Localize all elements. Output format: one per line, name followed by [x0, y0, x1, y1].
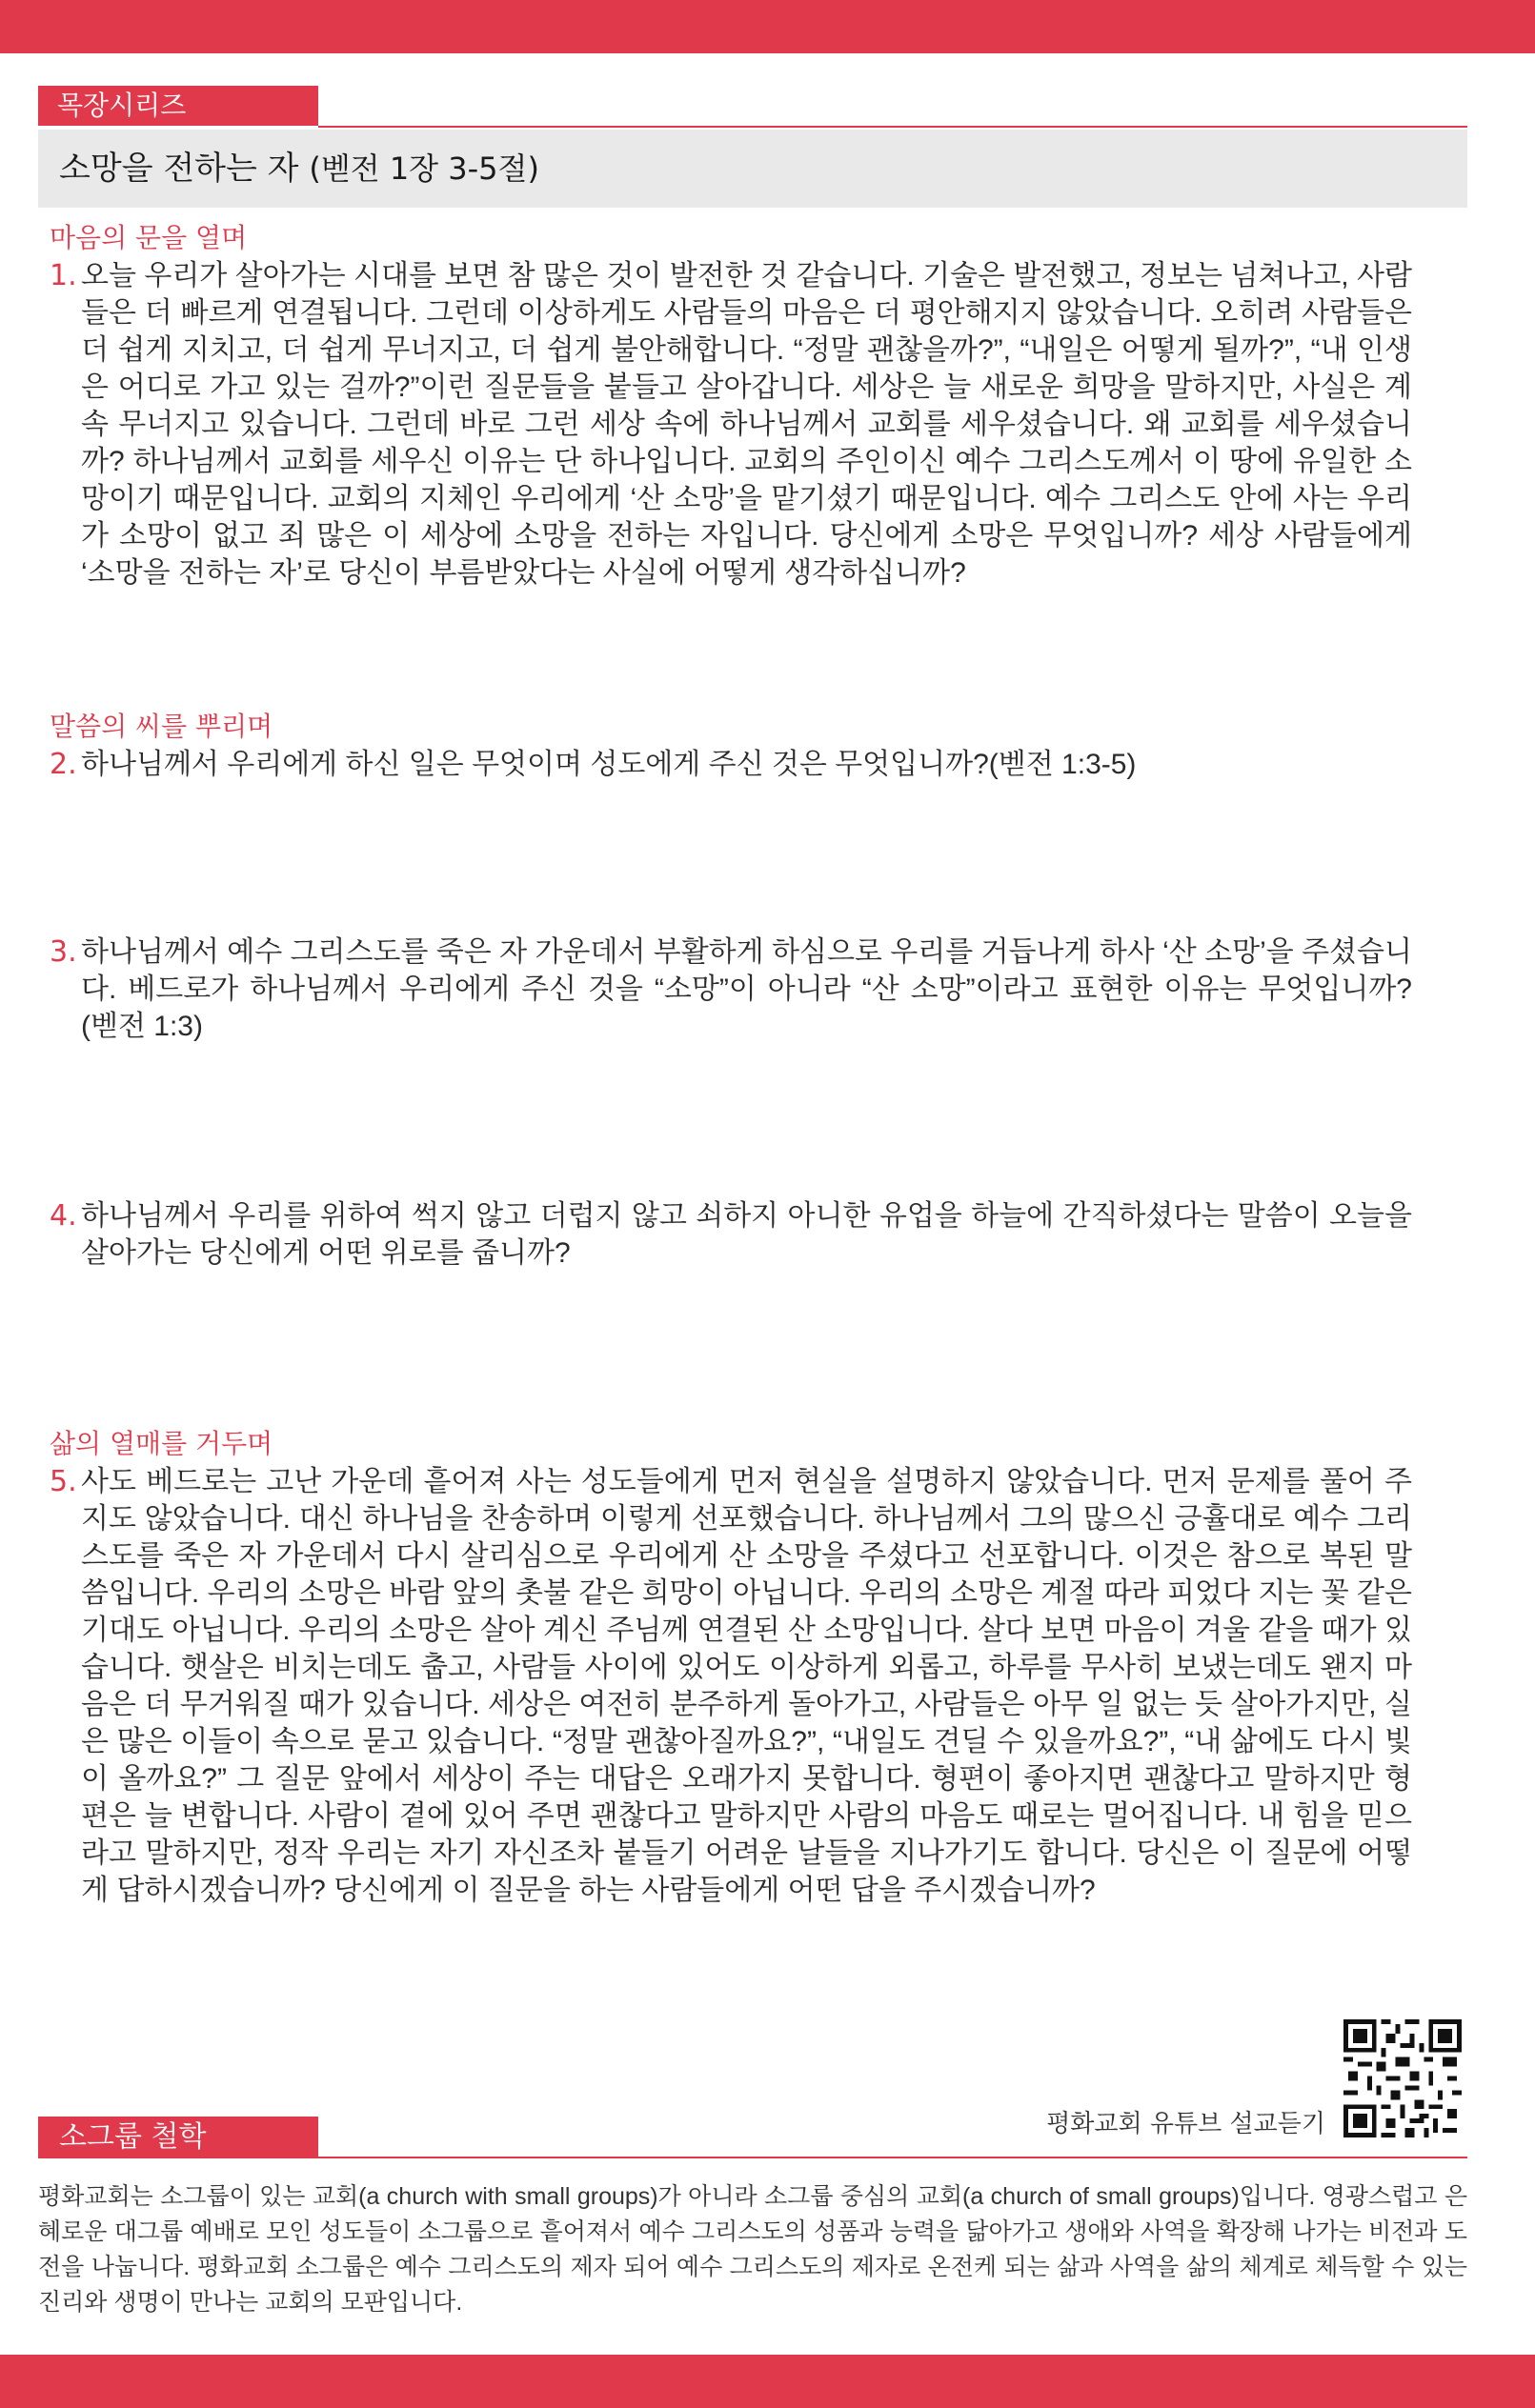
- question-text: 하나님께서 예수 그리스도를 죽은 자 가운데서 부활하게 하심으로 우리를 거듭나게 하사 ‘산 소망’을 주셨습니다. 베드로가 하나님께서 우리에게 주신 것을 “소망”이 아니라 “산 소망”이라고 표현한 이유는 무엇입니까? (벧전 1:3): [81, 936, 1412, 1042]
- question-1: [50, 257, 1412, 592]
- scripture-reference: (벧전 1장 3-5절): [309, 150, 539, 187]
- question-number: 1.: [50, 259, 77, 292]
- series-label: 목장시리즈: [57, 90, 187, 121]
- question-3: [50, 933, 1412, 1045]
- question-text: 하나님께서 우리를 위하여 썩지 않고 더럽지 않고 쇠하지 아니한 유업을 하늘에 간직하셨다는 말씀이 오늘을 살아가는 당신에게 어떤 위로를 줍니까?: [81, 1200, 1412, 1269]
- question-2: [50, 746, 1412, 783]
- title-box: [38, 130, 1467, 208]
- bottom-accent-bar: [0, 2355, 1535, 2408]
- qr-caption: 평화교회 유튜브 설교듣기: [1046, 2110, 1325, 2138]
- small-group-philosophy: 평화교회는 소그룹이 있는 교회(a church with small groups)가 아니라 소그룹 중심의 교회(a church of small groups)입니다. 영광스럽고 은혜로운 대그룹 예배로 모인 성도들이 소그룹으로 흩어져서 예수 그리스도의 성품과 능력을 닮아가고 생애와 사역을 확장해 나가는 비전과 도전을 나눕니다. 평화교회 소그룹은 예수 그리스도의 제자 되어 예수 그리스도의 제자로 온전케 되는 삶과 사역을 삶의 체계로 체득할 수 있는 진리와 생명이 만나는 교회의 모판입니다.: [38, 2183, 1467, 2316]
- page-title: 소망을 전하는 자: [59, 150, 299, 188]
- question-number: 2.: [50, 748, 77, 781]
- qr-code-icon[interactable]: [1343, 2019, 1462, 2137]
- small-group-rule: [318, 2157, 1467, 2158]
- top-accent-bar: [0, 0, 1535, 53]
- section-heading-word: 말씀의 씨를 뿌리며: [50, 711, 273, 742]
- question-number: 3.: [50, 935, 77, 969]
- question-text: 오늘 우리가 살아가는 시대를 보면 참 많은 것이 발전한 것 같습니다. 기술은 발전했고, 정보는 넘쳐나고, 사람들은 더 빠르게 연결됩니다. 그런데 이상하게도 사람들의 마음은 더 평안해지지 않았습니다. 오히려 사람들은 더 쉽게 지치고, 더 쉽게 무너지고, 더 쉽게 불안해합니다. “정말 괜찮을까?”, “내일은 어떻게 될까?”, “내 인생은 어디로 가고 있는 걸까?”이런 질문들을 붙들고 살아갑니다. 세상은 늘 새로운 희망을 말하지만, 사실은 계속 무너지고 있습니다. 그런데 바로 그런 세상 속에 하나님께서 교회를 세우셨습니다. 왜 교회를 세우셨습니까? 하나님께서 교회를 세우신 이유는 단 하나입니다. 교회의 주인이신 예수 그리스도께서 이 땅에 유일한 소망이기 때문입니다. 교회의 지체인 우리에게 ‘산 소망’을 맡기셨기 때문입니다. 예수 그리스도 안에 사는 우리가 소망이 없고 죄 많은 이 세상에 소망을 전하는 자입니다. 당신에게 소망은 무엇입니까? 세상 사람들에게 ‘소망을 전하는 자’로 당신이 부름받았다는 사실에 어떻게 생각하십니까?: [81, 260, 1412, 589]
- question-4: [50, 1197, 1412, 1272]
- series-tag: [38, 86, 318, 126]
- section-heading-opening: 마음의 문을 열며: [50, 222, 248, 253]
- question-number: 4.: [50, 1199, 77, 1233]
- series-rule: [318, 126, 1467, 128]
- section-heading-fruit: 삶의 열매를 거두며: [50, 1428, 273, 1459]
- question-5: [50, 1463, 1412, 1909]
- question-number: 5.: [50, 1465, 77, 1498]
- question-text: 사도 베드로는 고난 가운데 흩어져 사는 성도들에게 먼저 현실을 설명하지 않았습니다. 먼저 문제를 풀어 주지도 않았습니다. 대신 하나님을 찬송하며 이렇게 선포했습니다. 하나님께서 그의 많으신 긍휼대로 예수 그리스도를 죽은 자 가운데서 다시 살리심으로 우리에게 산 소망을 주셨다고 선포합니다. 이것은 참으로 복된 말씀입니다. 우리의 소망은 바람 앞의 촛불 같은 희망이 아닙니다. 우리의 소망은 계절 따라 피었다 지는 꽃 같은 기대도 아닙니다. 우리의 소망은 살아 계신 주님께 연결된 산 소망입니다. 살다 보면 마음이 겨울 같을 때가 있습니다. 햇살은 비치는데도 춥고, 사람들 사이에 있어도 이상하게 외롭고, 하루를 무사히 보냈는데도 왠지 마음은 더 무거워질 때가 있습니다. 세상은 여전히 분주하게 돌아가고, 사람들은 아무 일 없는 듯 살아가지만, 실은 많은 이들이 속으로 묻고 있습니다. “정말 괜찮아질까요?”, “내일도 견딜 수 있을까요?”, “내 삶에도 다시 빛이 올까요?” 그 질문 앞에서 세상이 주는 대답은 오래가지 못합니다. 형편이 좋아지면 괜찮다고 말하지만 형편은 늘 변합니다. 사람이 곁에 있어 주면 괜찮다고 말하지만 사람의 마음도 때로는 멀어집니다. 내 힘을 믿으라고 말하지만, 정작 우리는 자기 자신조차 붙들기 어려운 날들을 지나가기도 합니다. 당신은 이 질문에 어떻게 답하시겠습니까? 당신에게 이 질문을 하는 사람들에게 어떤 답을 주시겠습니까?: [81, 1466, 1412, 1906]
- question-text: 하나님께서 우리에게 하신 일은 무엇이며 성도에게 주신 것은 무엇입니까?(벧전 1:3-5): [81, 749, 1137, 780]
- small-group-tag: [38, 2117, 318, 2158]
- small-group-label: 소그룹 철학: [59, 2120, 207, 2154]
